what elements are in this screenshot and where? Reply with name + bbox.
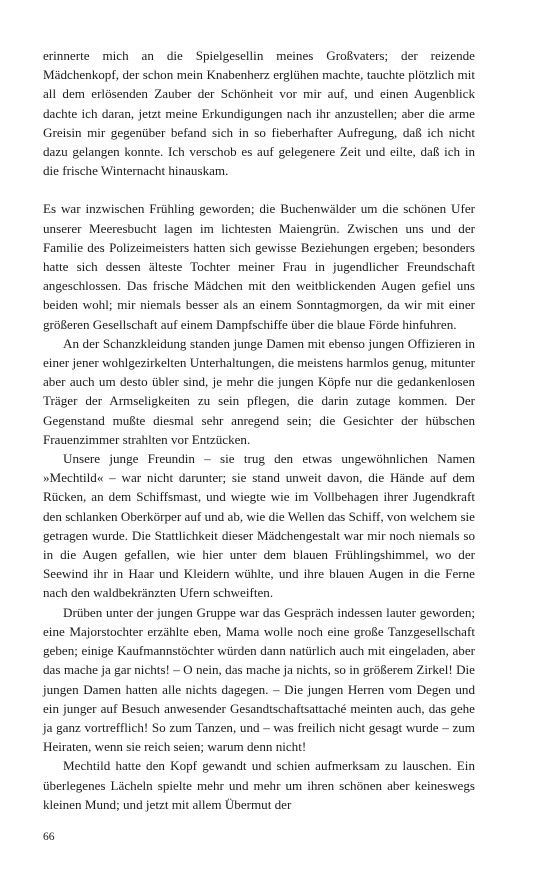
- paragraph-1: erinnerte mich an die Spielgesellin meines Großvaters; der reizende Mädchenkopf, der schon mein Knabenherz erglühen machte, tauchte plötzlich mit all dem erlösenden Zauber der Schönheit vor mir auf, und einen Augenblick dachte ich daran, jetzt meine Erkundigungen nach ihr anzustellen; aber die arme Greisin mir gegenüber befand sich in so fieberhafter Aufregung, daß ich nicht dazu gelangen konnte. Ich verschob es auf gelegenere Zeit und eilte, daß ich in die frische Winternacht hinauskam.: [43, 48, 475, 179]
- page-number: 66: [43, 831, 55, 843]
- paragraph-6: Mechtild hatte den Kopf gewandt und schien aufmerksam zu lauschen. Ein überlegenes Lächeln spielte mehr und mehr um ihren schönen aber keineswegs kleinen Mund; und jetzt mit allem Übermut der: [43, 758, 475, 812]
- paragraph-3: An der Schanzkleidung standen junge Damen mit ebenso jungen Offizieren in einer jener wohlgezirkelten Unterhaltungen, die meistens harmlos genug, mitunter aber auch um desto übler sind, je mehr die jungen Köpfe nur die gedankenlosen Träger der Armseligkeiten zu sein pflegen, die darin zutage kommen. Der Gegenstand mußte diesmal sehr anregend sein; die Gesichter der hübschen Frauenzimmer strahlten vor Entzücken.: [43, 335, 475, 447]
- paragraph-4: Unsere junge Freundin – sie trug den etwas ungewöhnlichen Namen »Mechtild« – war nicht darunter; sie stand unweit davon, die Hände auf dem Rücken, an dem Schiffsmast, und wiegte wie im Vollbehagen ihrer Jugendkraft den schlanken Oberkörper auf und ab, wie die Wellen das Schiff, von welchem sie getragen wurde. Die Stattlichkeit dieser Mädchengestalt war mir noch niemals so in die Augen gefallen, wie hier unter dem blauen Frühlingshimmel, wo der Seewind ihr in Haar und Kleidern wühlte, und ihre blauen Augen in die Ferne nach den waldbekränzten Ufern schweiften.: [43, 451, 475, 601]
- page-body: [43, 46, 475, 814]
- paragraph-5: Drüben unter der jungen Gruppe war das Gespräch indessen lauter geworden; eine Majorstochter erzählte eben, Mama wolle noch eine große Tanzgesellschaft geben; einige Kaufmannstöchter würden dann natürlich auch mit eingeladen, aber das mache ja gar nichts! – O nein, das mache ja nichts, so in größerem Zirkel! Die jungen Damen hatten alle nichts dagegen. – Die jungen Herren vom Degen und ein junger auf Besuch anwesender Gesandtschaftsattaché meinten auch, das gehe ja ganz vortrefflich! So zum Tanzen, und – was freilich nicht gesagt wurde – zum Heiraten, wenn sie reich seien; warum denn nicht!: [43, 604, 475, 755]
- paragraph-2: Es war inzwischen Frühling geworden; die Buchenwälder um die schönen Ufer unserer Meeresbucht lagen im lichtesten Maiengrün. Zwischen uns und der Familie des Polizeimeisters hatten sich gewisse Beziehungen ergeben; besonders hatte sich dessen älteste Tochter meiner Frau in jugendlicher Freundschaft angeschlossen. Das frische Mädchen mit den weitblickenden Augen gefiel uns beiden wohl; mir niemals besser als an einem Sonntagmorgen, da wir mit einer größeren Gesellschaft auf einem Dampfschiffe über die blaue Förde hinfuhren.: [43, 201, 475, 332]
